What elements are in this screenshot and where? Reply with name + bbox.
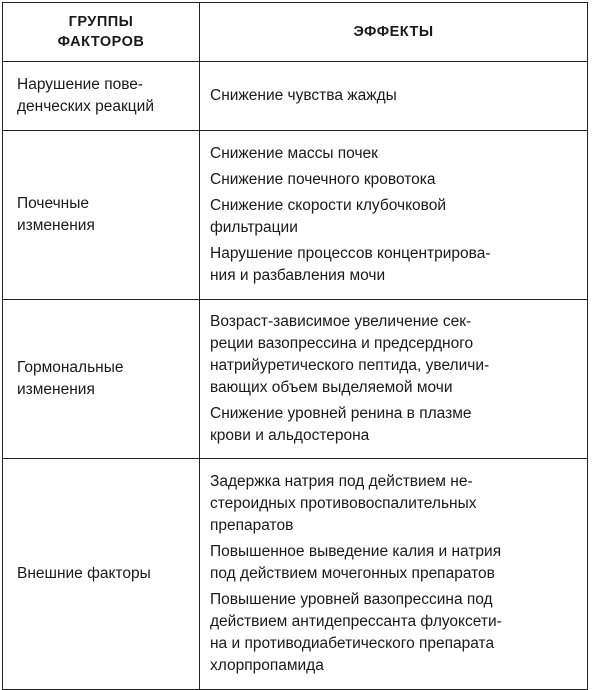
effect-item: Снижение скорости клубочковой фильтрации <box>210 197 446 236</box>
table-row <box>3 459 588 690</box>
effect-item: Повышение уровней вазопрессина под действием антидепрессанта флуоксети- на и противодиабетического препарата хлорпропамида <box>210 591 502 674</box>
factor-cell: Гормональные изменения <box>3 300 200 459</box>
effect-item: Повышенное выведение калия и натрия под действием мочегонных препаратов <box>210 543 502 582</box>
effects-cell <box>200 459 588 690</box>
effect-item: Снижение массы почек <box>210 145 378 162</box>
factor-cell: Нарушение пове- денческих реакций <box>3 62 200 131</box>
table-row <box>3 62 588 131</box>
effects-cell <box>200 62 588 131</box>
effect-item: Задержка натрия под действием не- стероидных противовоспалительных препаратов <box>210 473 477 534</box>
header-factor-groups: ГРУППЫ ФАКТОРОВ <box>3 3 200 62</box>
effect-item: Снижение чувства жажды <box>210 87 397 104</box>
effect-item: Нарушение процессов концентрирова- ния и разбавления мочи <box>210 245 491 284</box>
effect-item: Снижение почечного кровотока <box>210 171 436 188</box>
factor-cell: Внешние факторы <box>3 459 200 690</box>
effects-cell <box>200 300 588 459</box>
effects-cell <box>200 131 588 300</box>
table-header-row <box>3 3 588 62</box>
table-row <box>3 300 588 459</box>
effect-item: Снижение уровней ренина в плазме крови и альдостерона <box>210 405 472 444</box>
effect-item: Возраст-зависимое увеличение сек- реции вазопрессина и предсердного натрийуретического пептида, увеличи- вающих объем выделяемой мочи <box>210 313 490 396</box>
factors-effects-table <box>2 2 588 690</box>
table-row <box>3 131 588 300</box>
header-effects: ЭФФЕКТЫ <box>200 3 588 62</box>
factor-cell: Почечные изменения <box>3 131 200 300</box>
